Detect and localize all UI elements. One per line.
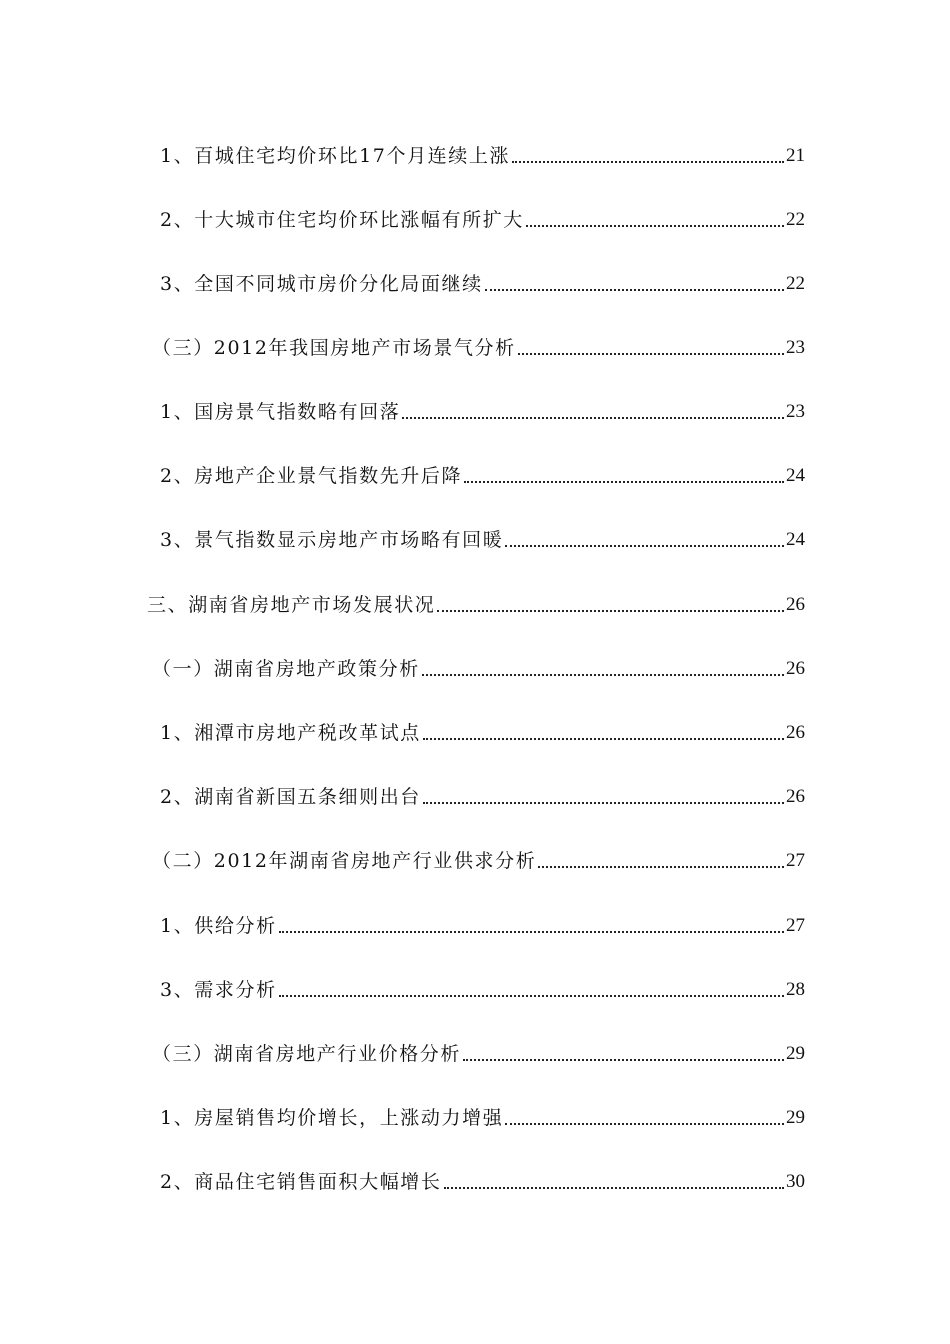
toc-entry-title: 2、商品住宅销售面积大幅增长 (160, 1171, 442, 1193)
toc-entry[interactable] (160, 457, 805, 487)
toc-entry[interactable] (160, 201, 805, 231)
toc-entry-title: 1、供给分析 (160, 915, 277, 937)
toc-entry-title: 1、湘潭市房地产税改革试点 (160, 722, 421, 744)
toc-dot-leader (464, 481, 784, 483)
toc-entry-page: 28 (786, 979, 805, 1000)
toc-entry-page: 24 (786, 465, 805, 486)
toc-entry-page: 26 (786, 722, 805, 743)
toc-entry-page: 22 (786, 273, 805, 294)
toc-entry-title: 2、房地产企业景气指数先升后降 (160, 465, 463, 487)
toc-entry-title: 3、全国不同城市房价分化局面继续 (160, 273, 483, 295)
toc-dot-leader (526, 225, 784, 227)
toc-entry-title: 1、国房景气指数略有回落 (160, 401, 401, 423)
toc-entry-page: 24 (786, 529, 805, 550)
toc-entry[interactable] (152, 842, 805, 872)
toc-entry-page: 23 (786, 401, 805, 422)
toc-dot-leader (402, 417, 784, 419)
toc-entry-page: 29 (786, 1043, 805, 1064)
toc-entry[interactable] (152, 650, 805, 680)
toc-entry[interactable] (160, 393, 805, 423)
toc-entry[interactable] (152, 329, 805, 359)
toc-entry[interactable] (160, 265, 805, 295)
toc-entry-title: 1、房屋销售均价增长，上涨动力增强 (160, 1107, 504, 1129)
toc-entry[interactable] (147, 586, 805, 616)
toc-dot-leader (444, 1187, 785, 1189)
toc-entry-title: （三）2012年我国房地产市场景气分析 (152, 337, 516, 359)
toc-dot-leader (512, 161, 784, 163)
toc-entry-page: 26 (786, 594, 805, 615)
toc-dot-leader (505, 545, 784, 547)
toc-entry-title: 3、景气指数显示房地产市场略有回暖 (160, 529, 504, 551)
toc-entry-title: 2、十大城市住宅均价环比涨幅有所扩大 (160, 209, 524, 231)
toc-entry[interactable] (160, 778, 805, 808)
toc-dot-leader (279, 931, 784, 933)
toc-dot-leader (423, 802, 784, 804)
toc-entry[interactable] (152, 1035, 805, 1065)
toc-entry-page: 21 (786, 145, 805, 166)
toc-dot-leader (422, 674, 784, 676)
toc-entry-page: 27 (786, 915, 805, 936)
toc-entry[interactable] (160, 714, 805, 744)
toc-entry[interactable] (160, 1163, 805, 1193)
toc-entry[interactable] (160, 1099, 805, 1129)
toc-entry[interactable] (160, 137, 805, 167)
toc-entry-page: 30 (786, 1171, 805, 1192)
toc-entry-page: 22 (786, 209, 805, 230)
toc-dot-leader (505, 1123, 784, 1125)
toc-dot-leader (485, 289, 784, 291)
toc-entry-title: （二）2012年湖南省房地产行业供求分析 (152, 850, 537, 872)
toc-dot-leader (279, 995, 784, 997)
toc-entry-page: 26 (786, 658, 805, 679)
toc-entry[interactable] (160, 907, 805, 937)
toc-entry-title: （一）湖南省房地产政策分析 (152, 658, 420, 680)
toc-dot-leader (463, 1059, 784, 1061)
toc-entry-title: 2、湖南省新国五条细则出台 (160, 786, 421, 808)
toc-dot-leader (437, 610, 784, 612)
toc-entry-title: 3、需求分析 (160, 979, 277, 1001)
toc-dot-leader (518, 353, 784, 355)
toc-dot-leader (423, 738, 784, 740)
toc-entry-page: 27 (786, 850, 805, 871)
toc-entry[interactable] (160, 521, 805, 551)
toc-entry-title: （三）湖南省房地产行业价格分析 (152, 1043, 462, 1065)
toc-entry-page: 26 (786, 786, 805, 807)
toc-dot-leader (538, 866, 784, 868)
toc-entry-page: 29 (786, 1107, 805, 1128)
toc-entry-page: 23 (786, 337, 805, 358)
toc-entry-title: 1、百城住宅均价环比17个月连续上涨 (160, 145, 511, 167)
toc-entry[interactable] (160, 971, 805, 1001)
toc-entry-title: 三、湖南省房地产市场发展状况 (147, 594, 436, 616)
